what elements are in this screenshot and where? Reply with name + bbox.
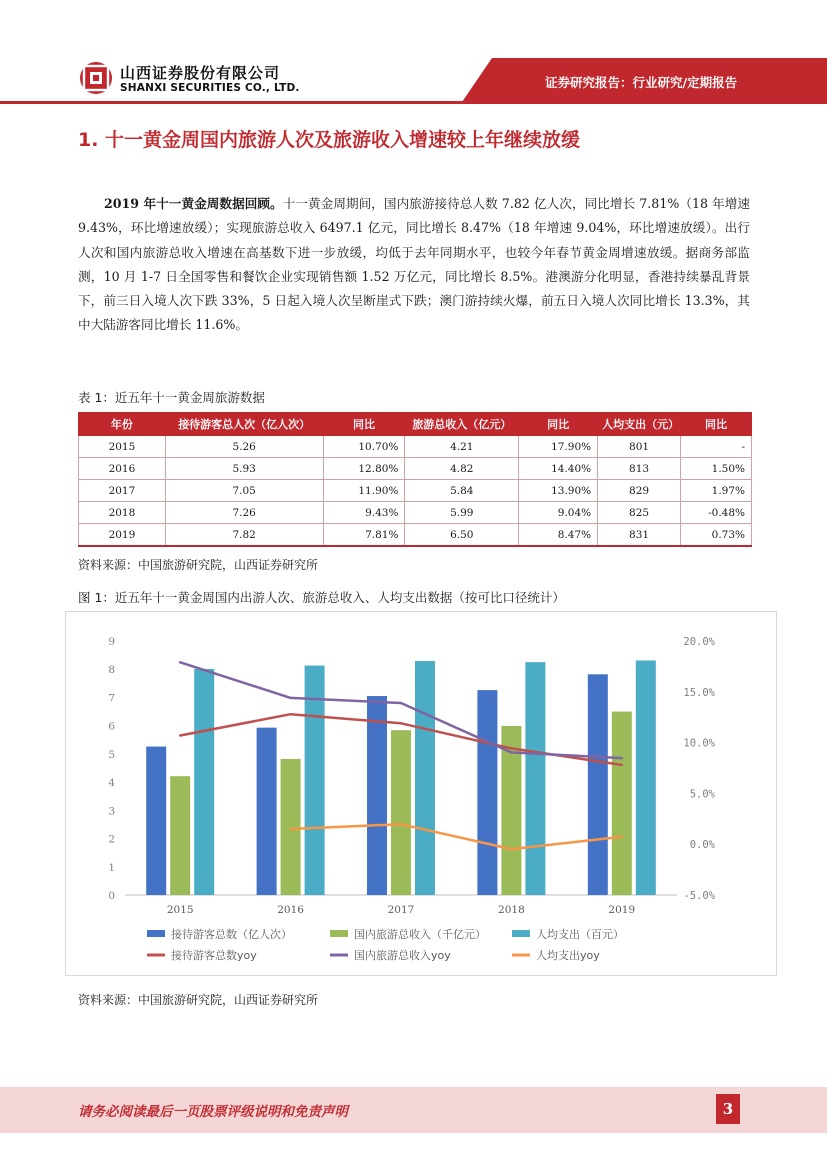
bar-1-2016	[257, 728, 277, 895]
legend-label: 国内旅游总收入（千亿元）	[354, 928, 486, 941]
legend-swatch	[512, 930, 530, 937]
cell-visitors: 7.26	[165, 502, 323, 524]
intro-lead: 2019 年十一黄金周数据回顾。	[104, 196, 283, 211]
left-axis-tick-label: 3	[108, 805, 115, 818]
cell-visitors-yoy: 7.81%	[323, 524, 405, 547]
x-axis-tick-label: 2018	[498, 904, 525, 916]
cell-revenue-yoy: 8.47%	[519, 524, 598, 547]
cell-year: 2015	[79, 436, 166, 458]
legend-label: 人均支出yoy	[536, 949, 600, 962]
header-visitors-yoy: 同比	[323, 413, 405, 436]
cell-revenue: 4.21	[405, 436, 519, 458]
cell-year: 2017	[79, 480, 166, 502]
cell-revenue: 5.84	[405, 480, 519, 502]
figure-caption: 图 1：近五年十一黄金周国内出游人次、旅游总收入、人均支出数据（按可比口径统计）	[78, 590, 565, 605]
cell-visitors-yoy: 11.90%	[323, 480, 405, 502]
page-header	[0, 0, 827, 108]
bar-1-2018	[477, 690, 497, 895]
cell-spend-yoy: 1.97%	[681, 480, 752, 502]
cell-year: 2018	[79, 502, 166, 524]
left-axis-tick-label: 1	[108, 861, 115, 874]
left-axis-tick-label: 0	[108, 890, 115, 902]
bar-3-2019	[636, 660, 656, 895]
cell-revenue-yoy: 9.04%	[519, 502, 598, 524]
bar-3-2015	[194, 669, 214, 895]
section-title: 1. 十一黄金周国内旅游人次及旅游收入增速较上年继续放缓	[78, 129, 581, 151]
intro-paragraph	[78, 192, 750, 338]
header-visitors: 接待游客总人次（亿人次）	[165, 413, 323, 436]
cell-revenue: 4.82	[405, 458, 519, 480]
legend-label: 人均支出（百元）	[536, 928, 624, 941]
tourism-combo-chart	[65, 611, 777, 976]
legend-label: 接待游客总数yoy	[171, 949, 257, 962]
left-axis-tick-label: 7	[108, 692, 115, 705]
cell-spend: 813	[598, 458, 681, 480]
cell-spend: 831	[598, 524, 681, 547]
left-axis-tick-label: 2	[108, 833, 115, 846]
legend-label: 接待游客总数（亿人次）	[171, 928, 292, 941]
right-axis-tick-label: -5.0%	[683, 890, 715, 902]
tourism-data-table	[78, 412, 752, 547]
x-axis-tick-label: 2017	[387, 904, 415, 916]
header-year: 年份	[79, 413, 166, 436]
cell-visitors-yoy: 9.43%	[323, 502, 405, 524]
right-axis-tick-label: 5.0%	[689, 788, 715, 801]
cell-spend: 829	[598, 480, 681, 502]
report-type-label: 证券研究报告：行业研究/定期报告	[545, 75, 738, 90]
table-source: 资料来源：中国旅游研究院，山西证券研究所	[78, 558, 319, 572]
legend-swatch	[330, 930, 348, 937]
cell-visitors-yoy: 10.70%	[323, 436, 405, 458]
left-axis-tick-label: 4	[108, 777, 115, 790]
table-header-row	[79, 413, 752, 436]
x-axis-tick-label: 2015	[166, 904, 194, 916]
cell-visitors: 7.82	[165, 524, 323, 547]
bar-3-2017	[415, 661, 435, 895]
company-name-en: SHANXI SECURITIES CO., LTD.	[120, 82, 300, 94]
cell-revenue-yoy: 14.40%	[519, 458, 598, 480]
cell-year: 2016	[79, 458, 166, 480]
bar-2-2016	[281, 759, 301, 895]
table-row	[79, 480, 752, 502]
left-axis-tick-label: 5	[108, 748, 115, 761]
header-spend-yoy: 同比	[681, 413, 752, 436]
cell-visitors: 5.26	[165, 436, 323, 458]
cell-visitors: 7.05	[165, 480, 323, 502]
header-spend: 人均支出（元）	[598, 413, 681, 436]
table-row	[79, 458, 752, 480]
right-axis-tick-label: 20.0%	[683, 636, 715, 648]
cell-revenue: 5.99	[405, 502, 519, 524]
header-revenue-yoy: 同比	[519, 413, 598, 436]
table-row	[79, 436, 752, 458]
footer-disclaimer: 请务必阅读最后一页股票评级说明和免责声明	[78, 1104, 348, 1120]
bar-2-2019	[612, 712, 632, 895]
header-divider	[0, 101, 827, 104]
left-axis-tick-label: 6	[108, 720, 115, 733]
cell-visitors: 5.93	[165, 458, 323, 480]
legend-label: 国内旅游总收入yoy	[354, 949, 451, 962]
bar-1-2017	[367, 696, 387, 895]
cell-revenue-yoy: 13.90%	[519, 480, 598, 502]
left-axis-tick-label: 9	[108, 636, 115, 648]
legend-swatch	[147, 930, 165, 937]
bar-2-2017	[391, 730, 411, 895]
right-axis-tick-label: 15.0%	[683, 686, 715, 699]
cell-spend-yoy: 1.50%	[681, 458, 752, 480]
x-axis-tick-label: 2019	[608, 904, 636, 916]
bar-3-2018	[525, 662, 545, 895]
cell-year: 2019	[79, 524, 166, 547]
figure-source: 资料来源：中国旅游研究院，山西证券研究所	[78, 993, 319, 1007]
cell-spend-yoy: -0.48%	[681, 502, 752, 524]
company-logo-icon	[78, 60, 114, 96]
bar-1-2019	[588, 674, 608, 895]
right-axis-tick-label: 10.0%	[683, 737, 715, 750]
cell-spend-yoy: 0.73%	[681, 524, 752, 547]
table-row	[79, 502, 752, 524]
table-row	[79, 524, 752, 547]
header-revenue: 旅游总收入（亿元）	[405, 413, 519, 436]
left-axis-tick-label: 8	[108, 664, 115, 677]
page-number: 3	[716, 1094, 740, 1124]
bar-1-2015	[146, 747, 166, 895]
cell-revenue: 6.50	[405, 524, 519, 547]
bar-2-2015	[170, 776, 190, 895]
intro-body: 十一黄金周期间，国内旅游接待总人数 7.82 亿人次，同比增长 7.81%（18 年增速 9.43%，环比增速放缓）；实现旅游总收入 6497.1 亿元，同比增长 8.47%（18 年增速 9.04%，环比增速放缓）。出行人次和国内旅游总收入增速在高基数下进一步放缓，均低于去年同期水平，也较今年春节黄金周增速放缓。据商务部监测，10 月 1-7 日全国零售和餐饮企业实现销售额 1.52 万亿元，同比增长 8.5%。港澳游分化明显，香港持续暴乱背景下，前三日入境人次下跌 33%，5 日起入境人次呈断崖式下跌；澳门游持续火爆，前五日入境人次同比增长 13.3%，其中大陆游客同比增长 11.6%。	[78, 196, 751, 333]
cell-visitors-yoy: 12.80%	[323, 458, 405, 480]
table-caption: 表 1：近五年十一黄金周旅游数据	[78, 390, 265, 405]
x-axis-tick-label: 2016	[277, 904, 304, 916]
cell-spend: 801	[598, 436, 681, 458]
cell-spend-yoy: -	[681, 436, 752, 458]
cell-revenue-yoy: 17.90%	[519, 436, 598, 458]
cell-spend: 825	[598, 502, 681, 524]
right-axis-tick-label: 0.0%	[689, 839, 715, 852]
company-name-cn: 山西证券股份有限公司	[120, 64, 281, 82]
